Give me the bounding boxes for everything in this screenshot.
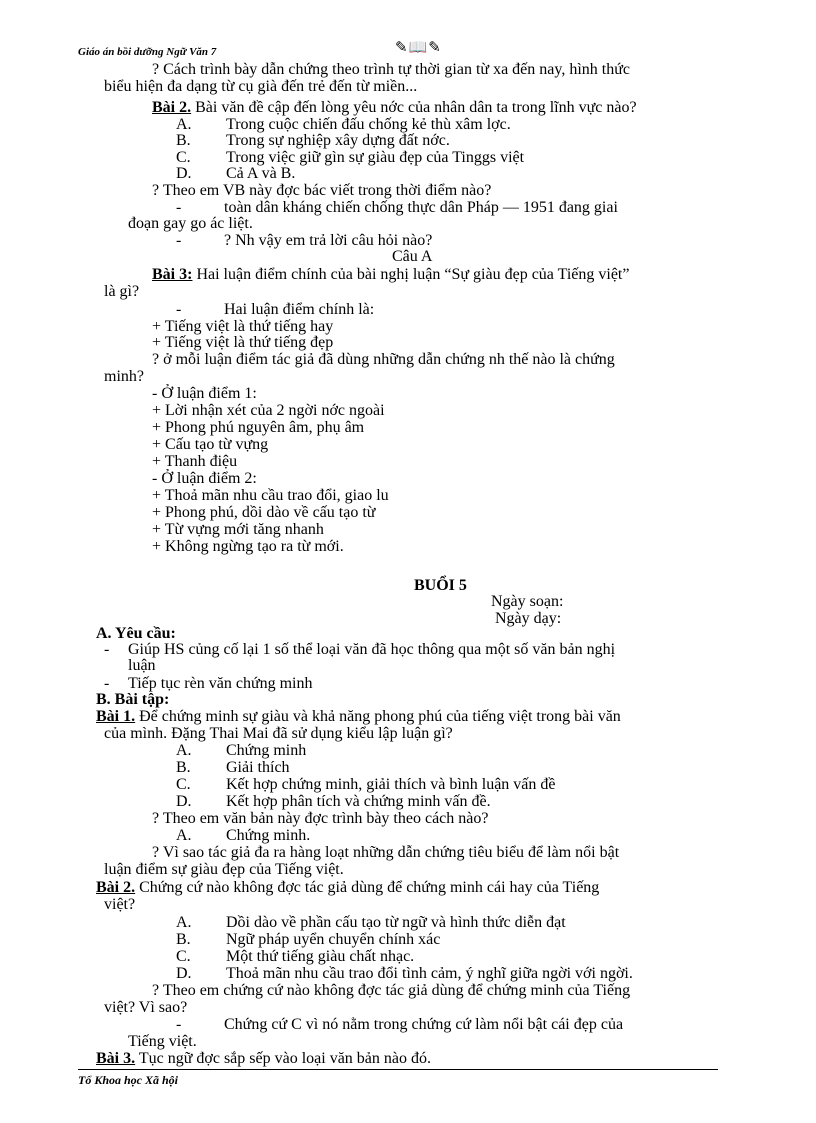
option-label: A. <box>176 914 192 931</box>
subsection-heading: A. Yêu cầu: <box>96 625 176 642</box>
exercise-label: Bài 2. <box>96 879 136 896</box>
answer-text: ? Nh vậy em trả lời câu hỏi nào? <box>224 232 433 249</box>
dash: - <box>104 675 110 692</box>
text-line: ? Cách trình bày dẫn chứng theo trình tự thời gian từ xa đến nay, hình thức <box>152 61 630 78</box>
option-text: Thoả mãn nhu cầu trao đổi tình cảm, ý nghĩ giữa ngời với ngời. <box>226 965 633 982</box>
option-label: C. <box>176 149 191 166</box>
list-item: + Phong phú nguyên âm, phụ âm <box>152 419 365 436</box>
exercise-label: Bài 2. <box>152 99 192 116</box>
list-item: + Từ vựng mới tăng nhanh <box>152 521 324 538</box>
answer-text: Chứng cứ C vì nó nằm trong chứng cứ làm nổi bật cái đẹp của <box>224 1016 624 1033</box>
option <box>176 949 414 966</box>
list-item: - Ở luận điểm 2: <box>152 470 257 487</box>
option <box>176 915 566 932</box>
option-label: A. <box>176 116 192 133</box>
option-text: Trong việc giữ gìn sự giàu đẹp của Tinggs việt <box>226 149 525 166</box>
exercise-heading <box>152 100 637 117</box>
list-text: Tiếp tục rèn văn chứng minh <box>128 675 313 692</box>
list-item: + Phong phú, dồi dào về cấu tạo từ <box>152 504 376 521</box>
option-label: A. <box>176 742 192 759</box>
book-ornament-icon: ✎📖✎ <box>395 40 442 56</box>
option <box>176 966 633 983</box>
date-label: Ngày dạy: <box>495 610 562 627</box>
exercise-heading <box>96 1051 431 1068</box>
text-line: biểu hiện đa dạng từ cụ già đến trẻ đến từ miền... <box>104 78 418 95</box>
date-label: Ngày soạn: <box>491 593 564 610</box>
text-line: việt? Vì sao? <box>104 999 188 1016</box>
dash: - <box>104 641 110 658</box>
option-label: B. <box>176 132 191 149</box>
text-line: luận <box>128 657 156 674</box>
text-line: việt? <box>104 896 136 913</box>
option-label: D. <box>176 965 192 982</box>
list-text: Giúp HS củng cố lại 1 số thể loại văn đã học thông qua một số văn bản nghị <box>128 641 616 658</box>
answer-text: toàn dân kháng chiến chống thực dân Pháp — 1951 đang giai <box>224 199 618 216</box>
option-label: C. <box>176 948 191 965</box>
section-title: BUỔI 5 <box>414 577 467 594</box>
footer-divider <box>78 1069 718 1070</box>
exercise-heading <box>96 709 621 726</box>
option <box>176 760 290 777</box>
dash: - <box>176 199 182 216</box>
option-text: Dồi dào về phần cấu tạo từ ngữ và hình thức diễn đạt <box>226 914 566 931</box>
answer-choice: Câu A <box>392 248 433 265</box>
option-text: Kết hợp chứng minh, giải thích và bình luận vấn đề <box>226 776 556 793</box>
option-label: D. <box>176 793 192 810</box>
option <box>176 777 556 794</box>
exercise-text: Bài văn đề cập đến lòng yêu nớc của nhân dân ta trong lĩnh vực nào? <box>191 99 637 116</box>
text-line: đoạn gay go ác liệt. <box>128 215 253 232</box>
text-line: minh? <box>104 368 144 385</box>
question: ? Theo em VB này đợc bác viết trong thời điểm nào? <box>152 182 492 199</box>
list-item <box>104 642 615 659</box>
option-text: Chứng minh <box>226 742 307 759</box>
exercise-label: Bài 3. <box>96 1050 136 1067</box>
dash: - <box>176 232 182 249</box>
text-line: Tiếng việt. <box>128 1033 197 1050</box>
answer-text: Hai luận điểm chính là: <box>224 301 375 318</box>
option-text: Trong sự nghiệp xây dựng đất nớc. <box>226 132 450 149</box>
exercise-text: Chứng cứ nào không đợc tác giả dùng để chứng minh cái hay của Tiếng <box>135 879 600 896</box>
text-line: là gì? <box>104 283 140 300</box>
option-label: B. <box>176 759 191 776</box>
list-item: + Thanh điệu <box>152 453 238 470</box>
text-line: của mình. Đặng Thai Mai đã sử dụng kiểu lập luận gì? <box>104 725 453 742</box>
question: ? Theo em chứng cứ nào không đợc tác giả dùng để chứng minh của Tiếng <box>152 982 631 999</box>
option-text: Trong cuộc chiến đấu chống kẻ thù xâm lợc. <box>226 116 511 133</box>
option <box>176 828 310 845</box>
header-title: Giáo án bồi dưỡng Ngữ Văn 7 <box>78 46 217 58</box>
option-label: A. <box>176 827 192 844</box>
subsection-heading: B. Bài tập: <box>96 691 170 708</box>
dash: - <box>176 1016 182 1033</box>
exercise-text: Để chứng minh sự giàu và khả năng phong phú của tiếng việt trong bài văn <box>135 708 621 725</box>
list-item: - Ở luận điểm 1: <box>152 385 257 402</box>
exercise-heading <box>96 880 599 897</box>
list-item: + Không ngừng tạo ra từ mới. <box>152 538 344 555</box>
list-item: + Lời nhận xét của 2 ngời nớc ngoài <box>152 402 385 419</box>
exercise-label: Bài 3: <box>152 266 193 283</box>
option-label: B. <box>176 931 191 948</box>
option-text: Kết hợp phân tích và chứng minh vấn đề. <box>226 793 491 810</box>
option <box>176 133 450 150</box>
footer-text: Tổ Khoa học Xã hội <box>78 1073 179 1087</box>
list-item: + Tiếng việt là thứ tiếng hay <box>152 318 334 335</box>
question: ? Theo em văn bản này đợc trình bày theo cách nào? <box>152 810 489 827</box>
option-text: Giải thích <box>226 759 290 776</box>
exercise-text: Tục ngữ đợc sắp sếp vào loại văn bản nào đó. <box>135 1050 431 1067</box>
option-text: Cả A và B. <box>226 165 296 182</box>
option-text: Ngữ pháp uyển chuyển chính xác <box>226 931 441 948</box>
answer <box>176 302 374 319</box>
list-item: + Tiếng việt là thứ tiếng đẹp <box>152 334 334 351</box>
option-label: C. <box>176 776 191 793</box>
question: ? Vì sao tác giả đa ra hàng loạt những dẫn chứng tiêu biểu để làm nổi bật <box>152 844 620 861</box>
option-text: Một thứ tiếng giàu chất nhạc. <box>226 948 415 965</box>
answer <box>176 1017 623 1034</box>
option <box>176 743 306 760</box>
exercise-label: Bài 1. <box>96 708 136 725</box>
option <box>176 166 295 183</box>
option <box>176 794 491 811</box>
list-item: + Cấu tạo từ vựng <box>152 436 269 453</box>
option-label: D. <box>176 165 192 182</box>
list-item: + Thoả mãn nhu cầu trao đổi, giao lu <box>152 487 389 504</box>
text-line: luận điểm sự giàu đẹp của Tiếng việt. <box>104 861 344 878</box>
exercise-text: Hai luận điểm chính của bài nghị luận “Sự giàu đẹp của Tiếng việt” <box>192 266 630 283</box>
option-text: Chứng minh. <box>226 827 311 844</box>
dash: - <box>176 301 182 318</box>
question: ? ở mỗi luận điểm tác giả đã dùng những dẫn chứng nh thế nào là chứng <box>152 351 615 368</box>
exercise-heading <box>152 267 629 284</box>
option <box>176 932 440 949</box>
